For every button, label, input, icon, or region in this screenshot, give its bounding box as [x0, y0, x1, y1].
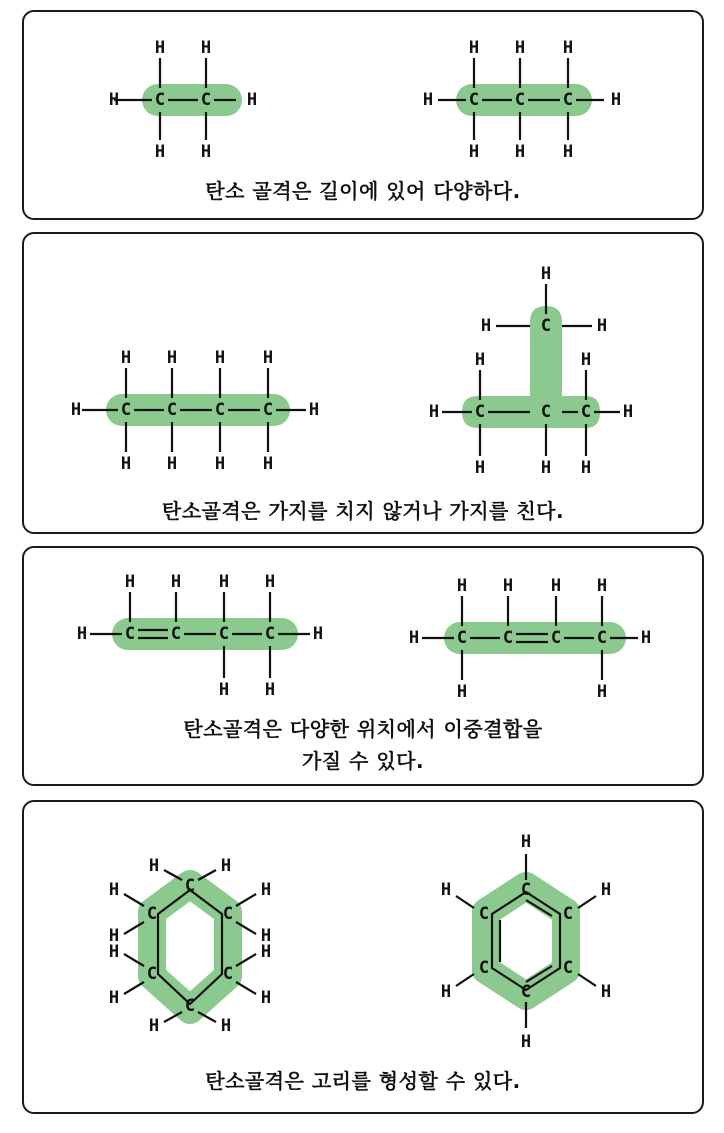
hydrogen-atom: H: [540, 264, 552, 284]
hydrogen-atom: H: [514, 38, 526, 58]
hydrogen-atom: H: [440, 982, 452, 1002]
hydrogen-atom: H: [76, 624, 88, 644]
panel-branching: [22, 232, 704, 534]
caption-chain-length: 탄소 골격은 길이에 있어 다양하다.: [205, 179, 521, 203]
panel-chain-length: [22, 10, 704, 220]
hydrogen-atom: H: [308, 400, 320, 420]
hydrogen-atom: H: [246, 90, 258, 110]
carbon-atom: C: [146, 904, 158, 924]
carbon-atom: C: [540, 402, 552, 422]
hydrogen-atom: H: [148, 1016, 160, 1036]
hydrogen-atom: H: [540, 458, 552, 478]
carbon-atom: C: [596, 628, 608, 648]
1-butene-molecule: [77, 572, 323, 700]
carbon-atom: C: [562, 90, 574, 110]
hydrogen-atom: H: [312, 624, 324, 644]
hydrogen-atom: H: [610, 90, 622, 110]
hydrogen-atom: H: [596, 316, 608, 336]
carbon-atom: C: [200, 90, 212, 110]
hydrogen-atom: H: [70, 400, 82, 420]
carbon-skeleton-highlight: [152, 884, 228, 1010]
hydrogen-atom: H: [600, 982, 612, 1002]
carbon-atom: C: [146, 964, 158, 984]
hydrogen-atom: H: [600, 880, 612, 900]
hydrogen-atom: H: [214, 348, 226, 368]
hydrogen-atom: H: [124, 572, 136, 592]
hydrogen-atom: H: [440, 880, 452, 900]
carbon-atom: C: [550, 628, 562, 648]
carbon-atom: C: [540, 316, 552, 336]
hydrogen-atom: H: [260, 988, 272, 1008]
hydrogen-atom: H: [422, 90, 434, 110]
caption-rings: 탄소골격은 고리를 형성할 수 있다.: [205, 1069, 521, 1093]
carbon-atom: C: [562, 904, 574, 924]
hydrogen-atom: H: [562, 38, 574, 58]
carbon-atom: C: [468, 90, 480, 110]
carbon-atom: C: [520, 982, 532, 1002]
carbon-skeleton-highlight: [486, 886, 566, 996]
benzene-molecule: [441, 832, 611, 1052]
carbon-atom: C: [456, 628, 468, 648]
butane-molecule: [71, 348, 319, 474]
carbon-atom: C: [478, 958, 490, 978]
carbon-atom: C: [474, 402, 486, 422]
carbon-atom: C: [170, 624, 182, 644]
carbon-atom: C: [222, 964, 234, 984]
hydrogen-atom: H: [474, 350, 486, 370]
caption-double-bond-line-2: 가질 수 있다.: [301, 749, 425, 773]
carbon-atom: C: [184, 996, 196, 1016]
hydrogen-atom: H: [580, 458, 592, 478]
hydrogen-atom: H: [218, 572, 230, 592]
hydrogen-atom: H: [550, 576, 562, 596]
propane-molecule: [423, 38, 621, 162]
hydrogen-atom: H: [474, 458, 486, 478]
carbon-atom: C: [214, 400, 226, 420]
carbon-atom: C: [478, 904, 490, 924]
hydrogen-atom: H: [456, 682, 468, 702]
carbon-atom: C: [262, 400, 274, 420]
hydrogen-atom: H: [200, 142, 212, 162]
hydrogen-atom: H: [262, 348, 274, 368]
carbon-atom: C: [154, 90, 166, 110]
hydrogen-atom: H: [468, 142, 480, 162]
hydrogen-atom: H: [596, 576, 608, 596]
hydrogen-atom: H: [120, 454, 132, 474]
carbon-atom: C: [580, 402, 592, 422]
hydrogen-atom: H: [108, 942, 120, 962]
hydrogen-atom: H: [260, 942, 272, 962]
carbon-atom: C: [222, 904, 234, 924]
hydrogen-atom: H: [166, 454, 178, 474]
carbon-atom: C: [166, 400, 178, 420]
carbon-atom: C: [514, 90, 526, 110]
hydrogen-atom: H: [264, 572, 276, 592]
carbon-atom: C: [502, 628, 514, 648]
hydrogen-atom: H: [108, 926, 120, 946]
hydrogen-atom: H: [154, 142, 166, 162]
panel-rings: [22, 800, 704, 1114]
hydrogen-atom: H: [622, 402, 634, 422]
hydrogen-atom: H: [220, 856, 232, 876]
carbon-atom: C: [264, 624, 276, 644]
hydrogen-atom: H: [148, 856, 160, 876]
panel-double-bond-position: [22, 546, 704, 786]
hydrogen-atom: H: [170, 572, 182, 592]
hydrogen-atom: H: [514, 142, 526, 162]
molecule-diagram-branching: [24, 234, 702, 532]
hydrogen-atom: H: [120, 348, 132, 368]
hydrogen-atom: H: [408, 628, 420, 648]
hydrogen-atom: H: [260, 880, 272, 900]
2-butene-molecule: [409, 576, 651, 702]
hydrogen-atom: H: [456, 576, 468, 596]
caption-branching: 탄소골격은 가지를 치지 않거나 가지를 친다.: [161, 499, 565, 523]
hydrogen-atom: H: [502, 576, 514, 596]
carbon-atom: C: [120, 400, 132, 420]
hydrogen-atom: H: [468, 38, 480, 58]
hydrogen-atom: H: [220, 1016, 232, 1036]
hydrogen-atom: H: [218, 680, 230, 700]
ethane-molecule: [109, 38, 257, 162]
carbon-atom: C: [218, 624, 230, 644]
hydrogen-atom: H: [200, 38, 212, 58]
carbon-atom: C: [562, 958, 574, 978]
hydrogen-atom: H: [108, 988, 120, 1008]
isobutane-molecule: [429, 264, 633, 478]
hydrogen-atom: H: [580, 350, 592, 370]
caption-double-bond-line-1: 탄소골격은 다양한 위치에서 이중결합을: [183, 717, 543, 741]
hydrogen-atom: H: [260, 926, 272, 946]
carbon-atom: C: [184, 876, 196, 896]
hydrogen-atom: H: [108, 90, 120, 110]
carbon-atom: C: [520, 880, 532, 900]
hydrogen-atom: H: [214, 454, 226, 474]
hydrogen-atom: H: [596, 682, 608, 702]
hydrogen-atom: H: [520, 1032, 532, 1052]
hydrogen-atom: H: [108, 880, 120, 900]
hydrogen-atom: H: [264, 680, 276, 700]
hydrogen-atom: H: [166, 348, 178, 368]
hydrogen-atom: H: [480, 316, 492, 336]
hydrogen-atom: H: [520, 832, 532, 852]
cyclohexane-molecule: [109, 856, 271, 1036]
hydrogen-atom: H: [262, 454, 274, 474]
hydrogen-atom: H: [562, 142, 574, 162]
carbon-atom: C: [124, 624, 136, 644]
hydrogen-atom: H: [640, 628, 652, 648]
hydrogen-atom: H: [154, 38, 166, 58]
hydrogen-atom: H: [428, 402, 440, 422]
